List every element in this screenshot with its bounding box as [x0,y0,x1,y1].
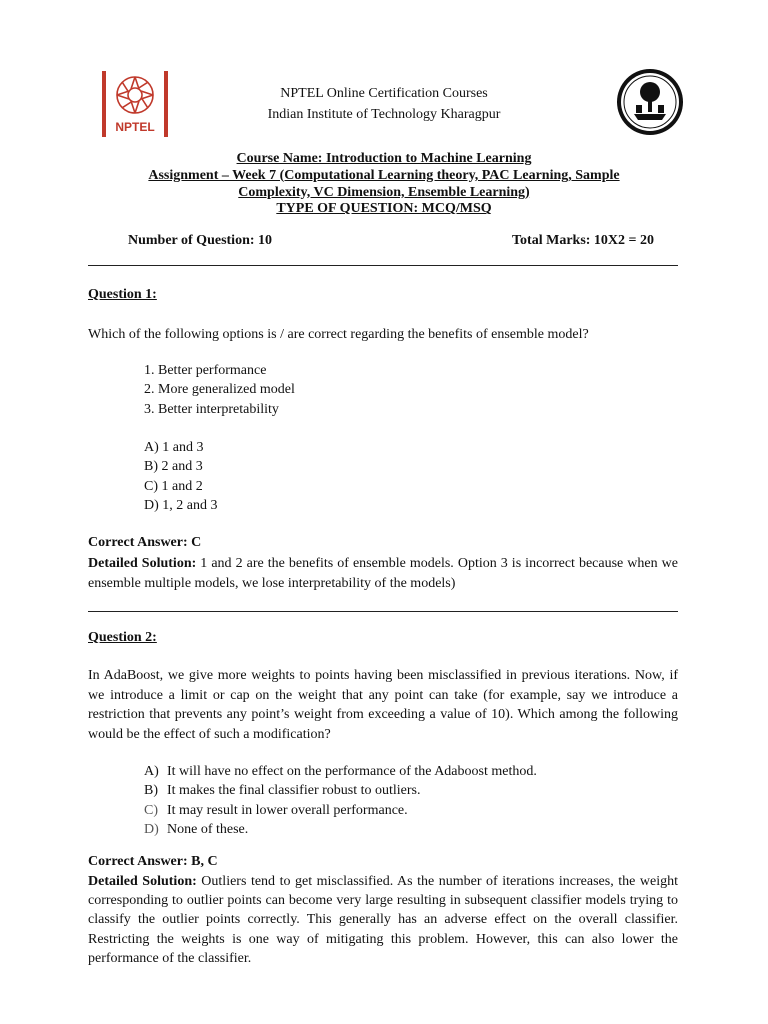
question-2-text: In AdaBoost, we give more weights to points having been misclassified in previous iterations. Now, if we introduce a limit or cap on the weight that any point can take (for example, say we introduce a restriction that prevents any point’s weight from exceeding a value of 10). Which among the following would be the effect of such a modification? [88,668,678,742]
assignment-line-2: Complexity, VC Dimension, Ensemble Learning) [238,184,530,200]
option-text: None of these. [167,822,249,838]
nptel-logo-text: NPTEL [115,120,155,134]
course-name: Course Name: Introduction to Machine Learning [236,151,532,166]
question-1-answer: Correct Answer: C [88,535,202,550]
option-text: It will have no effect on the performance of the Adaboost method. [167,764,537,779]
option-item [144,820,537,839]
option-item: B) 2 and 3 [144,459,203,475]
option-item: C) 1 and 2 [144,478,203,494]
divider [88,265,678,266]
option-label: D) [144,822,159,838]
header-line-2: Indian Institute of Technology Kharagpur [267,107,501,122]
statement-item: 3. Better interpretability [144,401,279,417]
option-item [144,781,537,800]
option-item: D) 1, 2 and 3 [144,497,218,513]
question-1-title: Question 1: [88,287,157,302]
divider [88,611,678,612]
number-of-questions: Number of Question: 10 [128,233,273,248]
option-label: B) [144,783,158,799]
question-2-answer: Correct Answer: B, C [88,854,218,869]
question-2-options [144,762,537,840]
question-2-solution [88,872,678,968]
solution-label: Detailed Solution: [88,556,197,571]
question-1-solution [88,554,678,593]
option-text: It makes the final classifier robust to outliers. [167,783,421,799]
header-line-1: NPTEL Online Certification Courses [280,86,488,101]
question-1-statements [144,361,295,419]
option-label: A) [144,764,159,779]
question-2-title: Question 2: [88,630,157,645]
assignment-line-1: Assignment – Week 7 (Computational Learning theory, PAC Learning, Sample [148,167,620,183]
course-info [96,151,672,218]
solution-text: Outliers tend to get misclassified. As the number of iterations increases, the weight corresponding to outlier points can become very large resulting in subsequent classifier models trying to classify the outlier points correctly. This generally has an adverse effect on the overall classifier. Restricting the weights is one way of mitigating this problem. However, this can also lower the performance of the classifier. [88,874,678,966]
question-type: TYPE OF QUESTION: MCQ/MSQ [276,201,492,217]
solution-text: 1 and 2 are the benefits of ensemble models. Option 3 is incorrect because when we ensemble multiple models, we lose interpretability of the models) [88,556,678,591]
question-1-options [144,438,218,515]
option-item [144,801,537,820]
option-text: It may result in lower overall performance. [167,802,408,818]
option-item [144,762,537,781]
solution-label: Detailed Solution: [88,874,197,889]
question-1-text: Which of the following options is / are correct regarding the benefits of ensemble model? [88,327,589,342]
statement-item: 1. Better performance [144,363,267,378]
statement-item: 2. More generalized model [144,382,295,398]
nptel-logo-icon [100,71,170,137]
option-item: A) 1 and 3 [144,440,204,455]
total-marks: Total Marks: 10X2 = 20 [512,233,655,248]
option-label: C) [144,802,158,818]
iit-kharagpur-seal-icon [616,68,684,136]
